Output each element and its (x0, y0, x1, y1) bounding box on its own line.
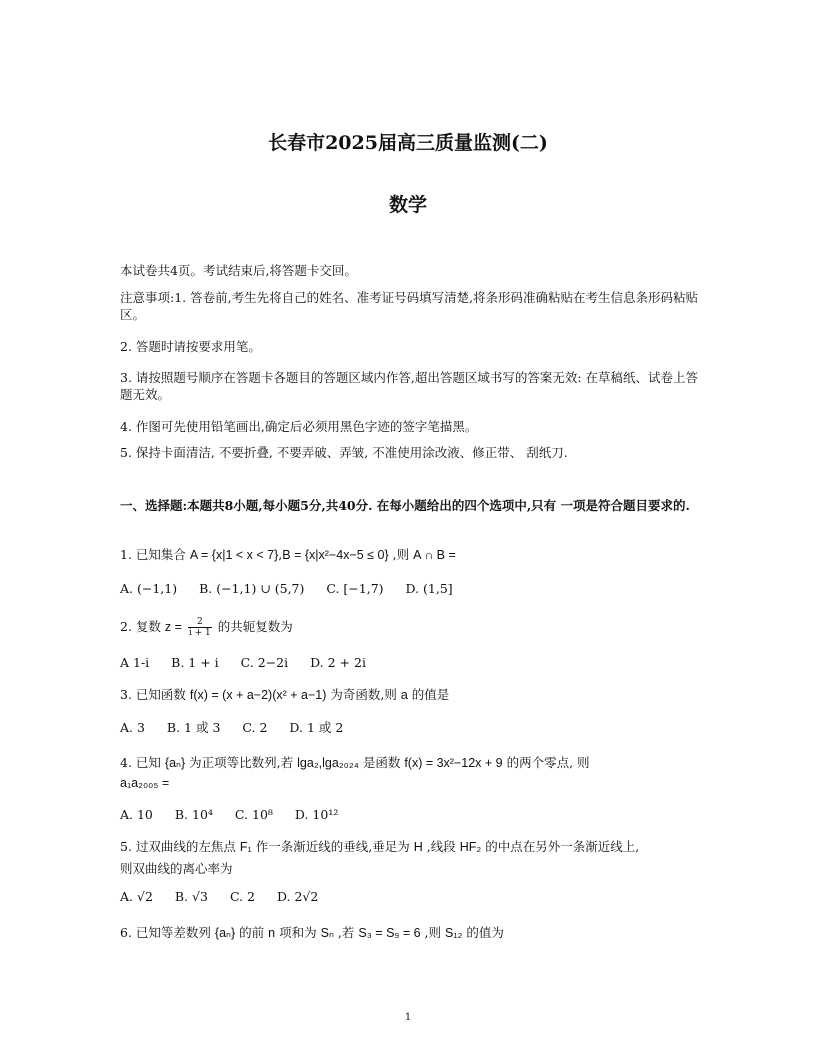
q2-lhs: z = (164, 620, 182, 634)
q2-numerator: 2 (188, 617, 212, 628)
question-5 (120, 838, 700, 856)
note-3: 3. 请按照题号顺序在答题卡各题目的答题区域内作答,超出答题区域书写的答案无效: 在草稿纸、试卷上答题无效。 (120, 370, 699, 402)
q6-part-2: 的前 (239, 925, 265, 940)
q6-condition: S₃ = S₉ = 6 (358, 926, 421, 940)
question-6 (120, 924, 700, 942)
section-heading: 一、选择题:本题共8小题,每小题5分,共40分. 在每小题给出的四个选项中,只有 一项是符合题目要求的. (120, 498, 690, 513)
exam-title: 长春市2025届高三质量监测(二) (268, 132, 548, 154)
q4-options (120, 806, 700, 823)
q4-option-b: B. 10⁴ (174, 807, 213, 822)
q3-tail: 的值是 (411, 687, 450, 702)
q2-option-a: A 1-i (120, 655, 150, 670)
q4-mid-2: 是函数 (362, 755, 401, 770)
q2-fraction (188, 617, 212, 638)
q5-option-a: A. √2 (120, 889, 153, 904)
q3-options (120, 719, 700, 736)
q2-denominator: i + 1 (188, 628, 211, 638)
q4-mid-1: 为正项等比数列,若 (189, 755, 294, 770)
note-5: 5. 保持卡面清洁, 不要折叠, 不要弄破、弄皱, 不准使用涂改液、修正带、 刮纸刀. (120, 445, 568, 460)
q2-options (120, 654, 700, 671)
q4-option-d: D. 10¹² (294, 807, 339, 822)
q2-option-d: D. 2 + 2i (310, 655, 366, 670)
q6-s12: S₁₂ (445, 926, 463, 940)
question-2 (120, 617, 700, 638)
q5-part-2: 作一条渐近线的垂线,垂足为 (255, 839, 410, 854)
q2-tail: 的共轭复数为 (217, 619, 293, 634)
q1-set-b: B = {x|x²−4x−5 ≤ 0} (282, 548, 389, 562)
q6-n: n (268, 926, 276, 940)
note-2: 2. 答题时请按要求用笔。 (120, 339, 261, 354)
q3-option-b: B. 1 或 3 (166, 720, 221, 735)
q5-part-4: 的中点在另外一条渐近线上, (485, 839, 640, 854)
q1-option-a: A. (−1,1) (120, 581, 178, 596)
q3-function: f(x) = (x + a−2)(x² + a−1) (189, 688, 327, 702)
q6-part-4: ,若 (337, 925, 355, 940)
q1-comma: , (278, 547, 283, 562)
q2-option-c: C. 2−2i (240, 655, 289, 670)
q4-prefix: 4. 已知 (120, 755, 161, 770)
q1-prefix: 1. 已知集合 (120, 547, 186, 562)
q4-expression: a₁a₂₀₀₅ = (120, 776, 170, 790)
q3-mid: 为奇函数,则 (330, 687, 397, 702)
note-4: 4. 作图可先使用铅笔画出,确定后必须用黑色字迹的签字笔描黑。 (120, 419, 478, 434)
q5-segment-hf2: HF₂ (459, 840, 482, 854)
q4-function: f(x) = 3x²−12x + 9 (404, 756, 503, 770)
q3-option-c: C. 2 (242, 720, 268, 735)
q4-sequence: {aₙ} (164, 756, 186, 770)
q2-prefix: 2. 复数 (120, 619, 161, 634)
q6-sn: Sₙ (320, 926, 334, 940)
note-1: 注意事项:1. 答卷前,考生先将自己的姓名、准考证号码填写清楚,将条形码准确粘贴在考生信息条形码粘贴区。 (120, 290, 699, 322)
q5-part-3: ,线段 (426, 839, 456, 854)
q1-option-d: D. (1,5] (405, 581, 453, 596)
subject-title: 数学 (388, 194, 427, 216)
q6-part-3: 项和为 (279, 925, 317, 940)
q1-expression: A ∩ B = (413, 548, 456, 562)
intro-note: 本试卷共4页。考试结束后,将答题卡交回。 (120, 263, 357, 278)
q3-option-d: D. 1 或 2 (289, 720, 344, 735)
q5-option-b: B. √3 (174, 889, 208, 904)
q5-line-2: 则双曲线的离心率为 (120, 861, 233, 876)
q5-part-1: 5. 过双曲线的左焦点 (120, 839, 236, 854)
question-3 (120, 686, 700, 704)
q6-part-6: 的值为 (466, 925, 504, 940)
q1-tail: ,则 (392, 547, 410, 562)
q3-prefix: 3. 已知函数 (120, 687, 186, 702)
q3-option-a: A. 3 (120, 720, 145, 735)
q1-option-b: B. (−1,1) ∪ (5,7) (199, 581, 305, 596)
q5-focus-f1: F₁ (239, 840, 252, 854)
q1-set-a: A = {x|1 < x < 7} (189, 548, 279, 562)
q6-part-1: 6. 已知等差数列 (120, 925, 211, 940)
question-1 (120, 546, 700, 564)
q4-line-2 (120, 774, 700, 792)
q4-tail: 的两个零点, 则 (506, 755, 590, 770)
q1-option-c: C. [−1,7) (326, 581, 384, 596)
q2-option-b: B. 1 + i (171, 655, 219, 670)
q1-options (120, 580, 700, 597)
q5-option-c: C. 2 (229, 889, 255, 904)
q6-sequence: {aₙ} (214, 926, 236, 940)
q4-option-a: A. 10 (120, 807, 153, 822)
q5-option-d: D. 2√2 (276, 889, 319, 904)
q4-option-c: C. 10⁸ (234, 807, 273, 822)
q4-logs: lga₂,lga₂₀₂₄ (297, 756, 359, 770)
q5-point-h: H (413, 840, 423, 854)
q3-variable: a (400, 688, 408, 702)
q6-part-5: ,则 (424, 925, 442, 940)
question-4 (120, 754, 700, 772)
q5-options (120, 888, 700, 905)
page-number: 1 (404, 1012, 412, 1023)
